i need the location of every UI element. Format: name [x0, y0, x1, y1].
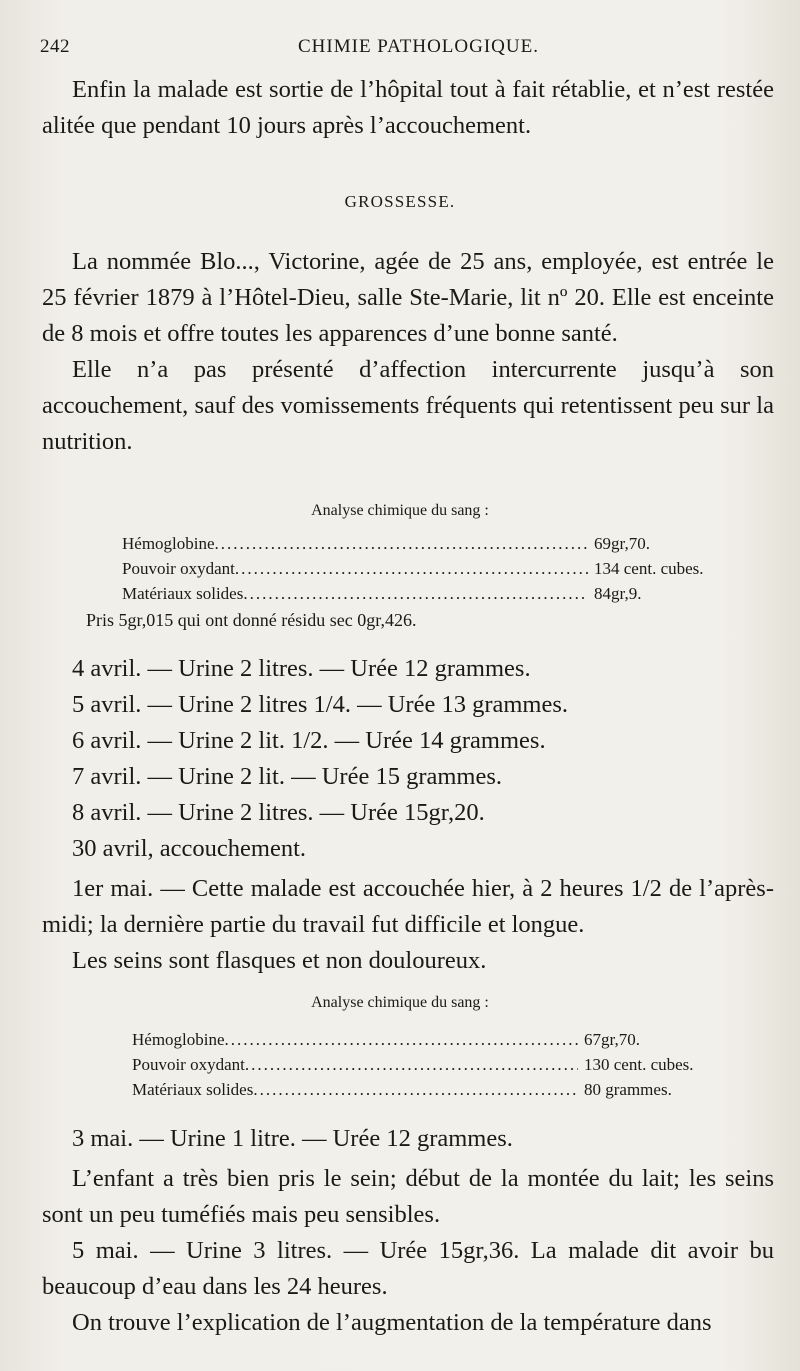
page-number: 242 — [40, 36, 70, 57]
table-row: Matériaux solides ..... 84gr,9. — [122, 581, 722, 606]
daily-entry: 30 avril, accouchement. — [72, 835, 307, 862]
daily-entry: 4 avril. — Urine 2 litres. — Urée 12 grammes. — [72, 655, 531, 682]
page-header — [40, 36, 760, 60]
daily-entry: 3 mai. — Urine 1 litre. — Urée 12 grammes. — [72, 1125, 513, 1152]
analysis-note: Pris 5gr,015 qui ont donné résidu sec 0gr,426. — [86, 610, 417, 630]
postpartum-paragraph: 1er mai. — Cette malade est accouchée hier, à 2 heures 1/2 de l’après-midi; la dernière partie du travail fut difficile et longue. — [42, 875, 774, 938]
case-paragraph-2: Elle n’a pas présenté d’affection intercurrente jusqu’à son accouchement, sauf des vomissements fréquents qui retentissent peu sur la nutrition. — [42, 356, 774, 455]
running-title: CHIMIE PATHOLOGIQUE. — [298, 36, 539, 57]
daily-entry: 6 avril. — Urine 2 lit. 1/2. — Urée 14 grammes. — [72, 727, 546, 754]
intro-paragraph-block — [42, 72, 774, 144]
section-title: GROSSESSE. — [344, 192, 456, 211]
table-row: Pouvoir oxydant ..... 134 cent. cubes. — [122, 556, 722, 581]
analysis-caption-2: Analyse chimique du sang : — [311, 994, 489, 1011]
analysis-table-1 — [122, 531, 722, 606]
intro-paragraph: Enfin la malade est sortie de l’hôpital tout à fait rétablie, et n’est restée alitée que pendant 10 jours après l’accouchement. — [42, 76, 774, 139]
case-paragraph-1: La nommée Blo..., Victorine, agée de 25 ans, employée, est entrée le 25 février 1879 à l’Hôtel-Dieu, salle Ste-Marie, lit nº 20. Elle est enceinte de 8 mois et offre toutes les apparences d’une bonne santé. — [42, 248, 774, 347]
postpartum-block — [42, 871, 774, 979]
analysis-caption-1: Analyse chimique du sang : — [311, 502, 489, 519]
table-row: Hémoglobine ..... 67gr,70. — [132, 1027, 722, 1052]
table-row: Pouvoir oxydant ..... 130 cent. cubes. — [132, 1052, 722, 1077]
final-line: On trouve l’explication de l’augmentation de la température dans — [72, 1309, 712, 1336]
analysis-table-2 — [132, 1027, 722, 1102]
daily-entry: 7 avril. — Urine 2 lit. — Urée 15 grammes. — [72, 763, 503, 790]
breasts-line: Les seins sont flasques et non douloureux. — [72, 947, 487, 974]
daily-entry: 5 avril. — Urine 2 litres 1/4. — Urée 13 grammes. — [72, 691, 569, 718]
daily-entry: 8 avril. — Urine 2 litres. — Urée 15gr,20. — [72, 799, 485, 826]
may5-paragraph: 5 mai. — Urine 3 litres. — Urée 15gr,36. La malade dit avoir bu beaucoup d’eau dans les 24 heures. — [42, 1237, 774, 1300]
table-row: Hémoglobine ..... 69gr,70. — [122, 531, 722, 556]
nursing-paragraph: L’enfant a très bien pris le sein; début de la montée du lait; les seins sont un peu tuméfiés mais peu sensibles. — [42, 1165, 774, 1228]
closing-block — [42, 1161, 774, 1341]
case-paragraphs — [42, 244, 774, 460]
table-row: Matériaux solides ..... 80 grammes. — [132, 1077, 722, 1102]
